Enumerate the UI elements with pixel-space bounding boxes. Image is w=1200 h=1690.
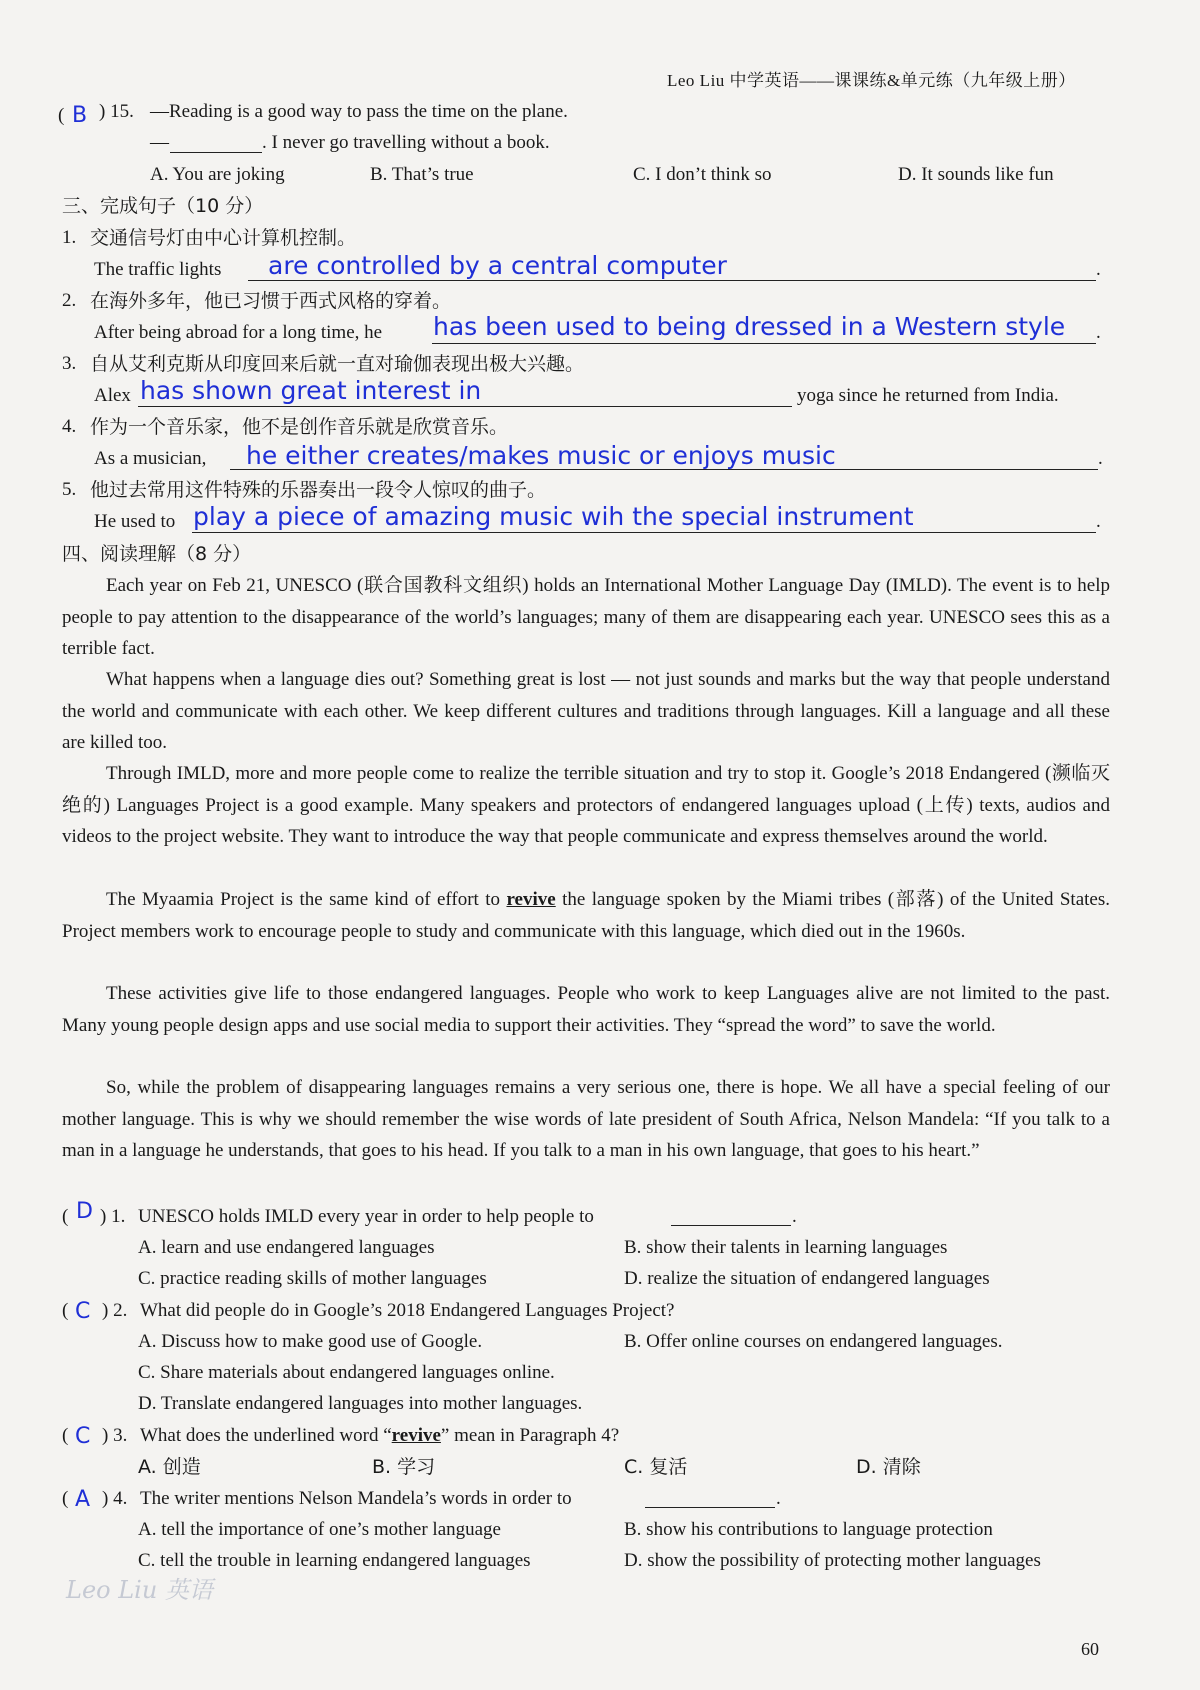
q15-option-a: A. You are joking <box>150 164 285 185</box>
rq2-option-c: C. Share materials about endangered languages online. <box>138 1362 555 1383</box>
rq4-option-b: B. show his contributions to language protection <box>624 1519 993 1540</box>
rq1-option-a: A. learn and use endangered languages <box>138 1237 435 1258</box>
rq1-paren-open: ( <box>62 1206 69 1227</box>
rq2-stem: What did people do in Google’s 2018 Endangered Languages Project? <box>140 1300 675 1321</box>
rq1-option-c: C. practice reading skills of mother languages <box>138 1268 487 1289</box>
rq1-answer: D <box>76 1199 93 1224</box>
s3-item2-suffix: . <box>1096 322 1101 343</box>
s3-item1-prefix: The traffic lights <box>94 259 222 280</box>
rq4-option-d: D. show the possibility of protecting mother languages <box>624 1550 1041 1571</box>
rq1-blank <box>671 1225 791 1226</box>
section3-title: 三、完成句子（10 分） <box>62 195 264 217</box>
s3-item2-number: 2. <box>62 290 77 311</box>
rq3-option-d: D. 清除 <box>856 1456 921 1478</box>
q15-option-b: B. That’s true <box>370 164 474 185</box>
passage-paragraph-4 <box>62 884 1110 947</box>
rq2-option-b: B. Offer online courses on endangered languages. <box>624 1331 1003 1352</box>
s3-item5-blank <box>192 532 1096 533</box>
rq3-stem-before: What does the underlined word “ <box>140 1425 392 1446</box>
s3-item4-suffix: . <box>1098 448 1103 469</box>
section4-title: 四、阅读理解（8 分） <box>62 543 252 565</box>
q15-blank <box>170 152 262 153</box>
s3-item3-prefix: Alex <box>94 385 131 406</box>
q15-answer: B <box>72 103 88 128</box>
p4-before: The Myaamia Project is the same kind of effort to <box>106 889 507 910</box>
rq2-option-d: D. Translate endangered languages into mother languages. <box>138 1393 583 1414</box>
passage-paragraph-5: These activities give life to those endangered languages. People who work to keep Languages alive are not limited to the past. Many young people design apps and use social media to support their activities. They “spread the word” to save the world. <box>62 983 1110 1036</box>
s3-item4-answer: he either creates/makes music or enjoys music <box>246 441 836 470</box>
rq1-blank-end: . <box>792 1206 797 1227</box>
rq1-number: ) 1. <box>100 1206 126 1227</box>
s3-item3-blank <box>138 406 792 407</box>
rq4-blank <box>645 1507 775 1508</box>
q15-option-c: C. I don’t think so <box>633 164 772 185</box>
rq3-number: ) 3. <box>102 1425 128 1446</box>
s3-item5-chinese: 他过去常用这件特殊的乐器奏出一段令人惊叹的曲子。 <box>90 479 547 501</box>
rq3-stem-word: revive <box>391 1425 441 1446</box>
passage-paragraph-1: Each year on Feb 21, UNESCO (联合国教科文组织) holds an International Mother Language Day (IMLD). The event is to help people to pay attention to the disappearance of the world’s languages; many of them are disappearing each year. UNESCO sees this as a terrible fact. <box>62 575 1110 659</box>
footer-logo: Leo Liu 英语 <box>66 1576 213 1604</box>
s3-item4-chinese: 作为一个音乐家，他不是创作音乐就是欣赏音乐。 <box>90 416 509 438</box>
rq2-option-a: A. Discuss how to make good use of Google. <box>138 1331 483 1352</box>
s3-item1-answer: are controlled by a central computer <box>268 251 727 280</box>
s3-item2-blank <box>432 343 1096 344</box>
s3-item3-suffix: yoga since he returned from India. <box>797 385 1059 406</box>
rq4-option-a: A. tell the importance of one’s mother language <box>138 1519 501 1540</box>
rq1-option-d: D. realize the situation of endangered languages <box>624 1268 990 1289</box>
rq3-paren-open: ( <box>62 1425 69 1446</box>
q15-stem: —Reading is a good way to pass the time on the plane. <box>150 101 568 122</box>
passage-paragraph-2: What happens when a language dies out? Something great is lost — not just sounds and marks but the way that people understand the world and communicate with each other. We keep different cultures and traditions through languages. Kill a language and all these are killed too. <box>62 669 1110 753</box>
q15-number: ) 15. <box>99 101 134 122</box>
s3-item5-number: 5. <box>62 479 77 500</box>
rq4-option-c: C. tell the trouble in learning endangered languages <box>138 1550 531 1571</box>
s3-item2-prefix: After being abroad for a long time, he <box>94 322 383 343</box>
s3-item1-number: 1. <box>62 227 77 248</box>
s3-item5-suffix: . <box>1096 511 1101 532</box>
rq1-stem: UNESCO holds IMLD every year in order to help people to <box>138 1206 594 1227</box>
page-header: Leo Liu 中学英语——课课练&单元练（九年级上册） <box>667 71 1076 90</box>
passage-paragraph-3: Through IMLD, more and more people come to realize the terrible situation and try to stop it. Google’s 2018 Endangered (濒临灭绝的) Languages Project is a good example. Many speakers and protectors of endangered languages upload (上传) texts, audios and videos to the project website. They want to introduce the way that people communicate and express themselves around the world. <box>62 763 1110 847</box>
rq2-paren-open: ( <box>62 1300 69 1321</box>
s3-item5-prefix: He used to <box>94 511 176 532</box>
q15-paren-open: ( <box>58 105 65 126</box>
rq2-answer: C <box>75 1299 91 1324</box>
s3-item3-answer: has shown great interest in <box>140 376 482 405</box>
rq4-stem: The writer mentions Nelson Mandela’s words in order to <box>140 1488 572 1509</box>
q15-reply-dash: — <box>150 132 169 153</box>
s3-item3-number: 3. <box>62 353 77 374</box>
s3-item2-chinese: 在海外多年，他已习惯于西式风格的穿着。 <box>90 290 452 312</box>
passage-paragraph-6: So, while the problem of disappearing languages remains a very serious one, there is hope. We all have a special feeling of our mother language. This is why we should remember the wise words of late president of South Africa, Nelson Mandela: “If you talk to a man in a language he understands, that goes to his head. If you talk to a man in his own language, that goes to his heart.” <box>62 1077 1110 1161</box>
rq3-answer: C <box>75 1424 91 1449</box>
rq4-number: ) 4. <box>102 1488 128 1509</box>
page-number: 60 <box>1081 1639 1099 1659</box>
s3-item5-answer: play a piece of amazing music wih the special instrument <box>193 502 914 531</box>
underlined-word-revive: revive <box>506 889 556 910</box>
q15-reply-rest: . I never go travelling without a book. <box>262 132 550 153</box>
rq3-option-a: A. 创造 <box>138 1456 201 1478</box>
rq3-stem <box>140 1425 619 1447</box>
rq3-option-c: C. 复活 <box>624 1456 688 1478</box>
rq3-stem-after: ” mean in Paragraph 4? <box>440 1425 620 1446</box>
rq1-option-b: B. show their talents in learning languages <box>624 1237 948 1258</box>
rq4-blank-end: . <box>776 1488 781 1509</box>
p4-after: the language spoken by the Miami tribes (部落) of the United States. Project members work to encourage people to study and communicate with this language, which died out in the 1960s. <box>62 889 1110 942</box>
s3-item1-blank <box>248 280 1096 281</box>
q15-option-d: D. It sounds like fun <box>898 164 1054 185</box>
s3-item4-prefix: As a musician, <box>94 448 207 469</box>
rq2-number: ) 2. <box>102 1300 128 1321</box>
s3-item1-chinese: 交通信号灯由中心计算机控制。 <box>90 227 357 249</box>
rq3-option-b: B. 学习 <box>372 1456 436 1478</box>
s3-item3-chinese: 自从艾利克斯从印度回来后就一直对瑜伽表现出极大兴趣。 <box>90 353 585 375</box>
rq4-paren-open: ( <box>62 1488 69 1509</box>
s3-item2-answer: has been used to being dressed in a Western style <box>433 312 1066 341</box>
s3-item1-suffix: . <box>1096 259 1101 280</box>
rq4-answer: A <box>75 1487 91 1512</box>
s3-item4-number: 4. <box>62 416 77 437</box>
